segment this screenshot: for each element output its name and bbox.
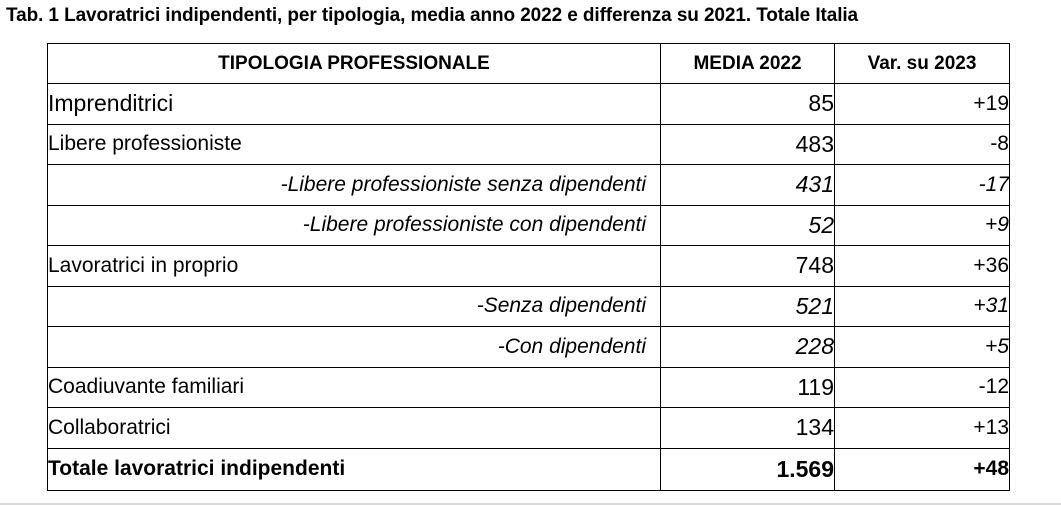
table-row [48, 327, 1010, 368]
row-label: -Senza dipendenti [48, 286, 661, 327]
row-var: +19 [835, 84, 1010, 125]
table-row [48, 246, 1010, 287]
row-media: 521 [661, 286, 835, 327]
row-var: -12 [835, 367, 1010, 408]
table-row [48, 84, 1010, 125]
table-row [48, 367, 1010, 408]
row-label: -Libere professioniste con dipendenti [48, 205, 661, 246]
row-label: -Libere professioniste senza dipendenti [48, 165, 661, 206]
header-media: MEDIA 2022 [661, 44, 835, 84]
row-label: Lavoratrici in proprio [48, 246, 661, 287]
total-var: +48 [835, 448, 1010, 490]
row-var: +31 [835, 286, 1010, 327]
row-var: -8 [835, 124, 1010, 165]
row-media: 748 [661, 246, 835, 287]
row-media: 52 [661, 205, 835, 246]
table-row [48, 408, 1010, 449]
row-label: Libere professioniste [48, 124, 661, 165]
row-label: Collaboratrici [48, 408, 661, 449]
row-media: 119 [661, 367, 835, 408]
table-row [48, 286, 1010, 327]
row-media: 134 [661, 408, 835, 449]
row-media: 431 [661, 165, 835, 206]
row-media: 483 [661, 124, 835, 165]
row-var: +5 [835, 327, 1010, 368]
total-label: Totale lavoratrici indipendenti [48, 448, 661, 490]
row-media: 228 [661, 327, 835, 368]
table-row [48, 165, 1010, 206]
total-media: 1.569 [661, 448, 835, 490]
row-label: Coadiuvante familiari [48, 367, 661, 408]
row-label: -Con dipendenti [48, 327, 661, 368]
row-var: +13 [835, 408, 1010, 449]
table-total-row [48, 448, 1010, 490]
row-media: 85 [661, 84, 835, 125]
row-var: +36 [835, 246, 1010, 287]
table-row [48, 124, 1010, 165]
table-header-row [48, 44, 1010, 84]
table-caption: Tab. 1 Lavoratrici indipendenti, per tipologia, media anno 2022 e differenza su 2021. Totale Italia [6, 5, 859, 26]
table-row [48, 205, 1010, 246]
data-table [47, 43, 1010, 491]
row-var: -17 [835, 165, 1010, 206]
header-variazione: Var. su 2023 [835, 44, 1010, 84]
row-label: Imprenditrici [48, 84, 661, 125]
row-var: +9 [835, 205, 1010, 246]
header-tipologia: TIPOLOGIA PROFESSIONALE [48, 44, 661, 84]
